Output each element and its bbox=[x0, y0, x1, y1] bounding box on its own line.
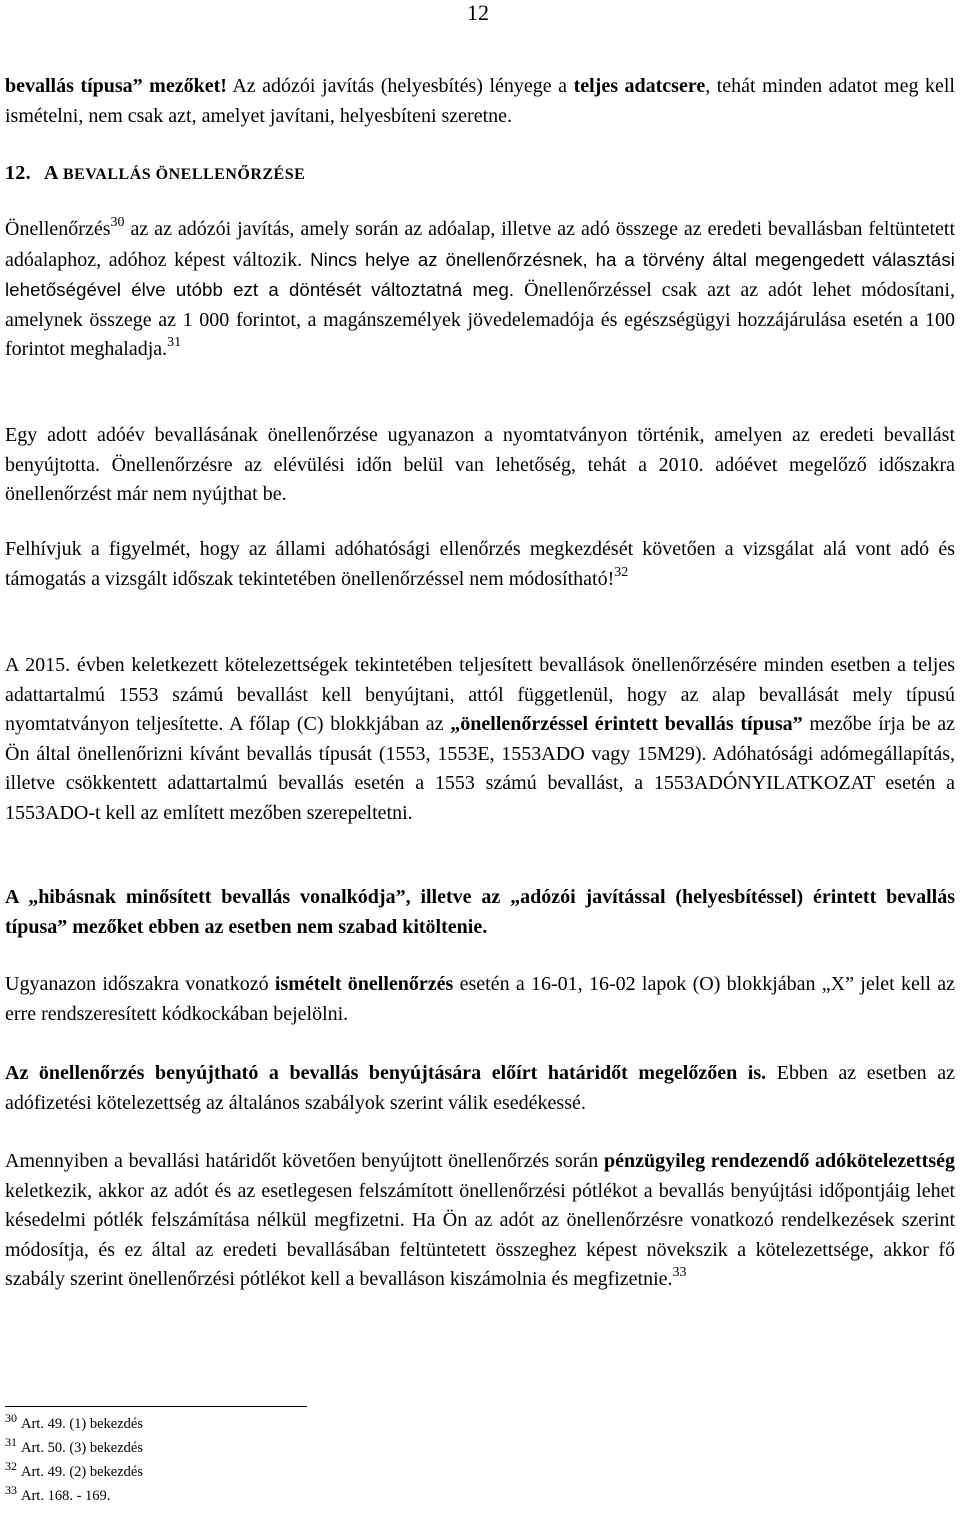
p9-text-1: Amennyiben a bevallási határidőt követően benyújtott önellenőrzés során bbox=[5, 1150, 604, 1172]
p5-text-2: mezőbe írja be az Ön által önellenőrizni kívánt bevallás típusát (1553, 1553E, 1553ADO vagy 15M29). Adóhatósági adómegállapítás, illetve csökkentett adattartalmú bevallás esetén a 1553 számú bevallást, a 1553ADÓNYILATKOZAT esetén a 1553ADO-t kell az említett mezőben szerepeltetni. bbox=[5, 713, 955, 824]
p7-text-2: esetén a 16-01, 16-02 lapok (O) blokkjában „X” jelet kell az erre rendszeresített kódkockában bejelölni. bbox=[5, 973, 955, 1025]
footnote-31 bbox=[5, 1435, 143, 1457]
p8-bold: Az önellenőrzés benyújtható a bevallás benyújtására előírt határidőt megelőzően is. bbox=[5, 1062, 767, 1084]
p3-text-2: Önellenőrzésre az elévülési időn belül van lehetőség, tehát a 2010. adóévet megelőző időszakra önellenőrzést már nem nyújthat be. bbox=[5, 453, 955, 505]
p2-text-1: Önellenőrzés bbox=[5, 218, 111, 240]
p4-text-1: Felhívjuk a figyelmét, hogy az állami adóhatósági ellenőrzés megkezdését követően a vizsgálat alá vont adó és támogatás a vizsgált időszak tekintetében önellenőrzéssel nem módosítható! bbox=[5, 538, 955, 590]
paragraph-2015 bbox=[5, 651, 955, 828]
p9-bold: pénzügyileg rendezendő adókötelezettség bbox=[603, 1150, 955, 1172]
footnote-separator bbox=[5, 1406, 307, 1407]
p2-text-4: Önellenőrzéssel csak azt az adót lehet módosítani, amelynek összege az 1 000 forintot, a magánszemélyek jövedelemadója és egészségügyi hozzájárulása esetén a 100 forintot meghaladja. bbox=[5, 279, 955, 360]
p8-text-1: Ebben az esetben az adófizetési kötelezettség az általános szabályok szerint válik esedékessé. bbox=[5, 1062, 955, 1114]
p3-text-1: Egy adott adóév bevallásának önellenőrzése ugyanazon a nyomtatványon történik, amelyen az eredeti bevallást benyújtotta. bbox=[5, 424, 955, 476]
footnote-text: Art. 49. (2) bekezdés bbox=[21, 1464, 143, 1480]
p7-bold: ismételt önellenőrzés bbox=[274, 973, 454, 995]
footnote-32 bbox=[5, 1459, 143, 1481]
intro-text-1: Az adózói javítás (helyesbítés) lényege a bbox=[226, 75, 574, 97]
paragraph-repeated bbox=[5, 970, 955, 1029]
paragraph-deadline bbox=[5, 1059, 955, 1118]
page-number: 12 bbox=[467, 0, 489, 25]
intro-bold-1: bevallás típusa” mezőket! bbox=[5, 75, 227, 97]
footnote-ref-31: 31 bbox=[167, 335, 182, 350]
p2-text-3: Nincs helye az önellenőrzésnek, ha a törvény által megengedett választási lehetőségével élve utóbb ezt a döntését változtatná meg. bbox=[5, 248, 955, 300]
section-title-initial: A bbox=[44, 162, 58, 184]
footnote-text: Art. 50. (3) bekezdés bbox=[21, 1440, 143, 1456]
intro-text-2: , tehát minden adatot meg kell ismételni, nem csak azt, amelyet javítani, helyesbíteni szeretne. bbox=[5, 75, 955, 127]
footnote-ref-32: 32 bbox=[614, 564, 629, 580]
footnote-number: 32 bbox=[5, 1459, 17, 1473]
paragraph-bold-notice bbox=[5, 883, 955, 942]
footnote-33 bbox=[5, 1483, 111, 1505]
paragraph-payment bbox=[5, 1147, 955, 1295]
paragraph-same-form bbox=[5, 421, 955, 510]
intro-paragraph bbox=[5, 72, 955, 131]
p5-text-1: A 2015. évben keletkezett kötelezettségek tekintetében teljesített bevallások önellenőrzésére minden esetben a teljes adattartalmú 1553 számú bevallást kell benyújtani, attól függetlenül, hogy az alap bevallását mely típusú nyomtatványon teljesítette. A főlap (C) blokkjában az bbox=[5, 654, 955, 735]
footnote-number: 33 bbox=[5, 1483, 17, 1497]
paragraph-onellenorzes-definition bbox=[5, 215, 955, 365]
p6-bold: A „hibásnak minősített bevallás vonalkódja”, illetve az „adózói javítással (helyesbítéssel) érintett bevallás típusa” mezőket ebben az esetben nem szabad kitöltenie. bbox=[5, 886, 955, 938]
section-heading bbox=[5, 158, 306, 190]
footnote-30 bbox=[5, 1411, 143, 1433]
section-number: 12. bbox=[5, 162, 31, 184]
p9-text-2: keletkezik, akkor az adót és az esetlegesen felszámított önellenőrzési pótlékot a bevallás benyújtási időpontjáig lehet késedelmi pótlék felszámítása nélkül megfizetni. Ha Ön az adót az önellenőrzésre vonatkozó rendelkezések szerint módosítja, és ez által az eredeti bevallásában feltüntetett összeghez képest növekszik a kötelezettsége, akkor fő szabály szerint önellenőrzési pótlékot kell a bevalláson kiszámolnia és megfizetnie. bbox=[5, 1179, 955, 1290]
p5-bold: „önellenőrzéssel érintett bevallás típusa” bbox=[450, 713, 803, 735]
intro-bold-2: teljes adatcsere bbox=[573, 75, 706, 97]
footnote-ref-33: 33 bbox=[672, 1265, 687, 1280]
footnote-ref-30: 30 bbox=[110, 215, 125, 230]
p7-text-1: Ugyanazon időszakra vonatkozó bbox=[5, 973, 275, 995]
p2-text-2: az az adózói javítás, amely során az adóalap, illetve az adó összege az eredeti bevallásban feltüntetett adóalaphoz, adóhoz képest változik. bbox=[5, 218, 955, 271]
footnote-text: Art. 168. - 169. bbox=[21, 1488, 111, 1504]
section-title: BEVALLÁS ÖNELLENŐRZÉSE bbox=[62, 166, 306, 183]
footnote-text: Art. 49. (1) bekezdés bbox=[21, 1416, 143, 1432]
paragraph-warning bbox=[5, 535, 955, 594]
footnote-number: 30 bbox=[5, 1411, 17, 1425]
footnote-number: 31 bbox=[5, 1435, 17, 1449]
